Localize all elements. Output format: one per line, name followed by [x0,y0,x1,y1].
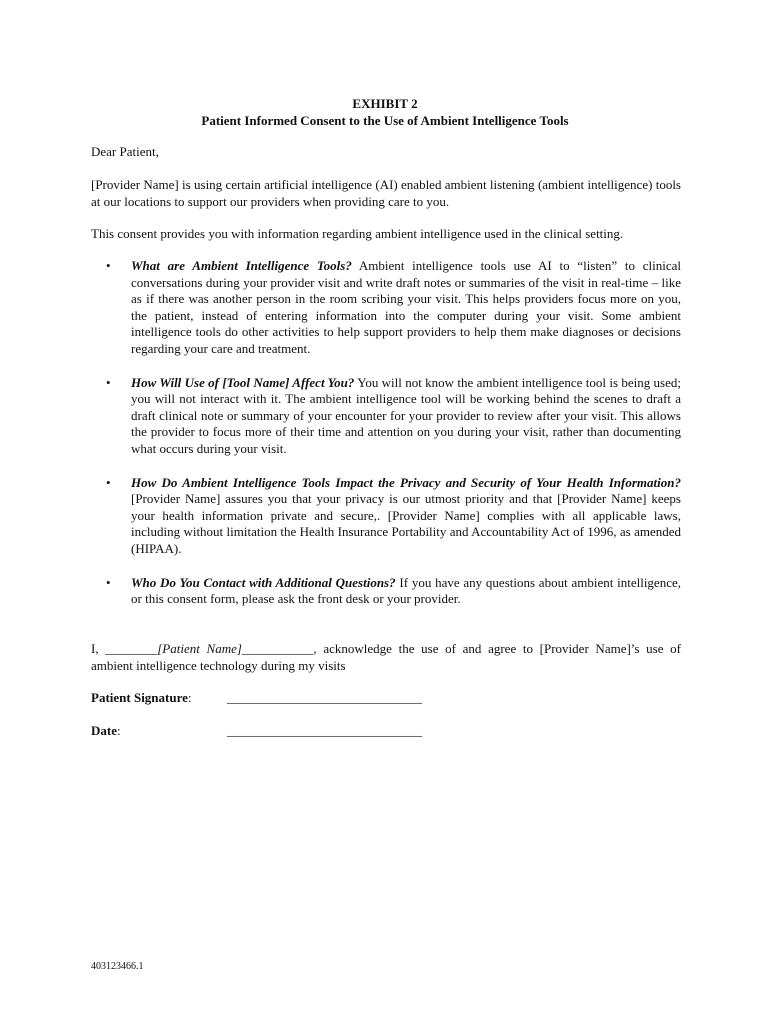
faq-item-contact [91,575,681,608]
faq-question: How Do Ambient Intelligence Tools Impact the Privacy and Security of Your Health Information? [131,474,681,490]
ack-suffix: ___________, acknowledge the use of and agree to [Provider Name]’s use of ambient intelligence technology during my visits [91,641,681,673]
faq-item-what-are-tools [91,258,681,358]
bullet-icon: • [106,574,111,590]
signature-label-text: Patient Signature [91,690,188,705]
faq-answer: [Provider Name] assures you that your privacy is our utmost priority and that [Provider Name] keeps your health information private and secure,. [Provider Name] complies with all applicable laws, including without limitation the Health Insurance Portability and Accountability Act of 1996, as amended (HIPAA). [131,491,681,556]
date-label [91,723,227,739]
faq-answer: You will not know the ambient intelligence tool is being used; you will not interact with it. The ambient intelligence tool will be working behind the scenes to draft a draft clinical note or summary of your encounter for your provider to review after your visit. This allows the provider to focus more of their time and attention on you during your visit, rather than documenting what occurs during your visit. [131,374,681,456]
patient-name-field[interactable]: [Patient Name] [157,641,242,656]
acknowledgment-statement [91,641,681,674]
signature-field[interactable]: ______________________________ [227,690,422,705]
date-label-colon: : [117,723,121,738]
document-id: 403123466.1 [91,961,144,972]
faq-question: What are Ambient Intelligence Tools? [131,258,352,273]
salutation: Dear Patient, [91,144,159,159]
date-row [91,723,491,739]
signature-label [91,690,227,706]
faq-question: How Will Use of [Tool Name] Affect You? [131,374,355,390]
faq-question: Who Do You Contact with Additional Questions? [131,574,396,590]
bullet-icon: • [106,474,111,490]
signature-label-colon: : [187,690,192,705]
faq-answer: Ambient intelligence tools use AI to “listen” to clinical conversations during your provider visit and write draft notes or summaries of the visit in real-time – like as if there was another person in the room scribing your visit. This helps providers focus more on you, the patient, instead of entering information into the computer during your visit. Some ambient intelligence tools do other activities to help support providers to help them make diagnoses or decisions regarding your care and treatment. [131,258,682,356]
exhibit-label: EXHIBIT 2 [352,96,418,111]
faq-answer: If you have any questions about ambient intelligence, or this consent form, please ask the front desk or your provider. [131,574,681,607]
bullet-icon: • [106,374,111,390]
date-field[interactable]: ______________________________ [227,723,422,738]
ack-prefix: I, ________ [91,641,158,656]
consent-intro-paragraph: This consent provides you with information regarding ambient intelligence used in the clinical setting. [91,226,624,241]
bullet-icon: • [106,258,111,273]
signature-row [91,690,491,706]
document-header [0,95,770,129]
faq-item-how-affect-you [91,375,681,458]
faq-list [91,258,681,625]
intro-paragraph: [Provider Name] is using certain artificial intelligence (AI) enabled ambient listening (ambient intelligence) tools at our locations to support our providers when providing care to you. [91,177,681,209]
document-title: Patient Informed Consent to the Use of Ambient Intelligence Tools [201,113,569,128]
faq-item-privacy-security [91,475,681,558]
date-label-text: Date [91,723,117,738]
